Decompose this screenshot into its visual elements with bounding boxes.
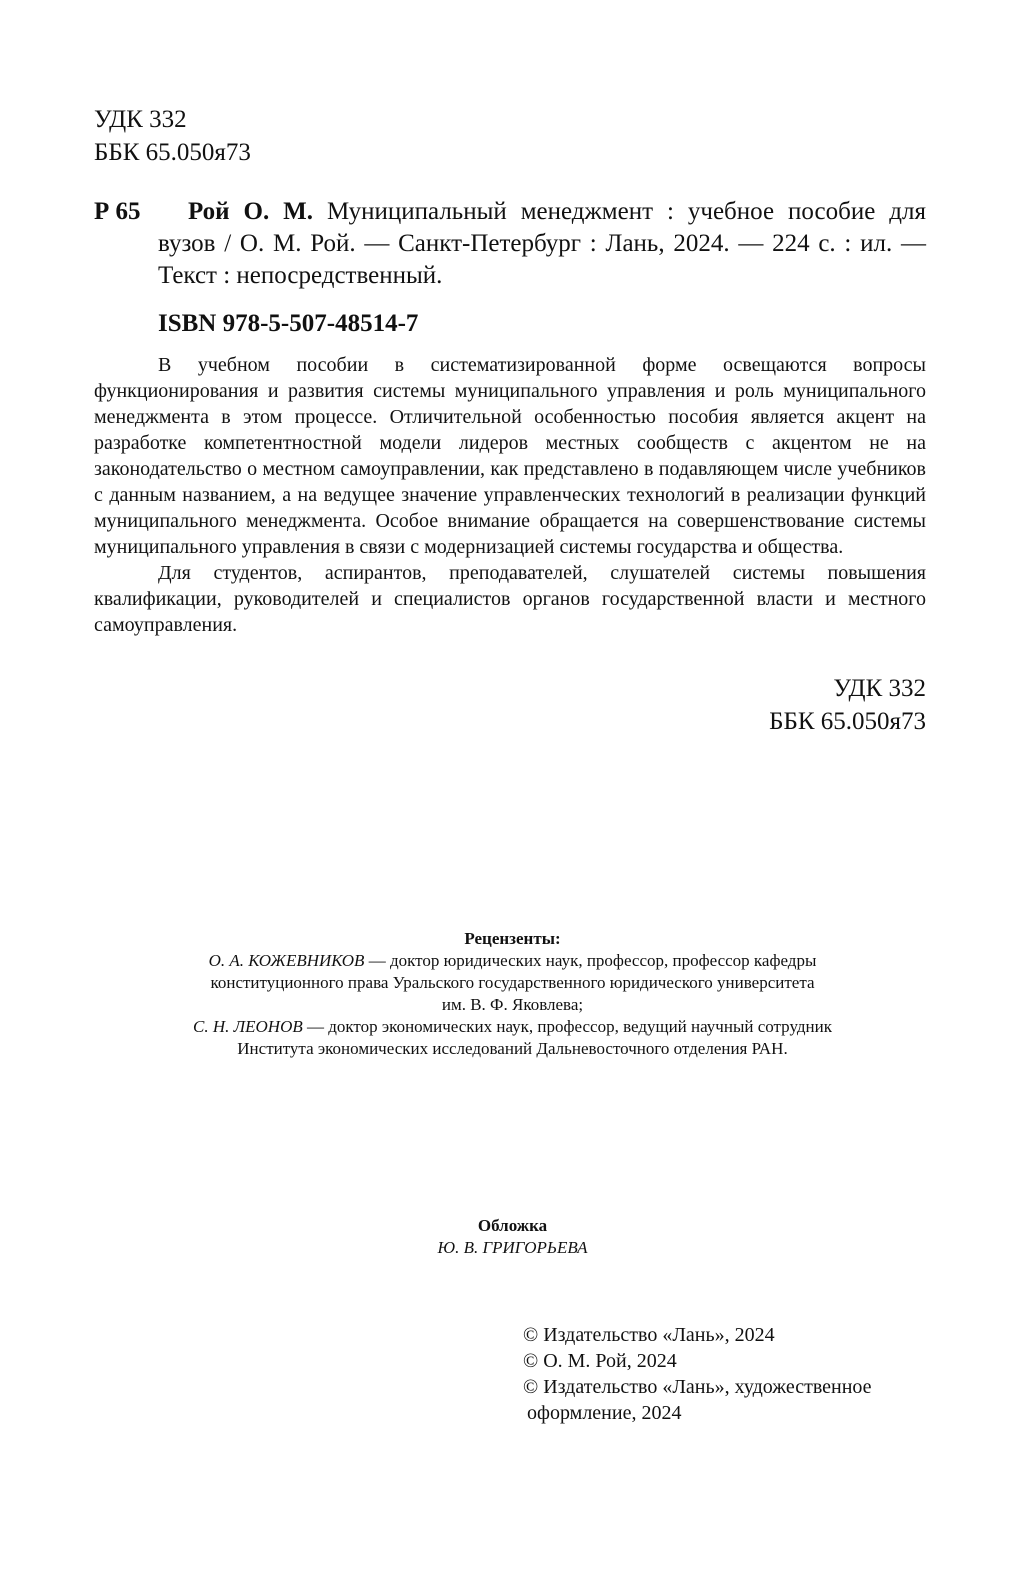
copyright-publisher: © Издательство «Лань», 2024 xyxy=(523,1324,775,1346)
reviewer-1-name: О. А. КОЖЕВНИКОВ xyxy=(208,951,365,970)
reviewers-block xyxy=(100,928,925,1060)
reviewer-1-title: — доктор юридических наук, профессор, профессор кафедры xyxy=(364,951,817,970)
bbk-code: ББК 65.050я73 xyxy=(94,139,251,166)
reviewer-2-name: С. Н. ЛЕОНОВ xyxy=(193,1017,303,1036)
copyright-block xyxy=(523,1322,923,1426)
audience-paragraph: Для студентов, аспирантов, преподавателей, слушателей системы повышения квалификации, руководителей и специалистов органов государственной власти и местного самоуправления. xyxy=(94,562,926,636)
annotation xyxy=(94,352,926,638)
udk-code: УДК 332 xyxy=(94,106,187,133)
cover-credit xyxy=(100,1215,925,1259)
reviewer-2-title: — доктор экономических наук, профессор, ведущий научный сотрудник xyxy=(302,1017,832,1036)
classification-codes-bottom xyxy=(769,672,926,738)
isbn: ISBN 978-5-507-48514-7 xyxy=(158,310,419,337)
author-sign: Р 65 xyxy=(94,198,141,225)
cover-designer: Ю. В. ГРИГОРЬЕВА xyxy=(437,1238,588,1257)
bbk-code-bottom: ББК 65.050я73 xyxy=(769,708,926,735)
reviewer-1 xyxy=(100,950,925,972)
udk-code-bottom: УДК 332 xyxy=(833,675,926,702)
annotation-paragraph: В учебном пособии в систематизированной форме освещаются вопросы функционирования и развития системы муниципального управления и роль муниципального менеджмента в этом процессе. Отличительной особенностью пособия является акцент на разработке компетентностной модели лидеров местных сообществ с акцентом не на законодательство о местном самоуправлении, как представлено в подавляющем числе учебников с данным названием, а на ведущее значение управленческих технологий в реализации функций муниципального менеджмента. Особое внимание обращается на совершенствование системы муниципального управления в связи с модернизацией системы государства и общества. xyxy=(94,354,926,558)
reviewer-2-affiliation: Института экономических исследований Дальневосточного отделения РАН. xyxy=(237,1039,788,1058)
cover-heading: Обложка xyxy=(477,1216,548,1235)
reviewer-2 xyxy=(100,1016,925,1038)
classification-codes-top xyxy=(94,103,251,169)
reviewers-heading: Рецензенты: xyxy=(464,929,561,948)
title-description: Муниципальный менеджмент : учебное пособие для вузов / О. М. Рой. — Санкт-Петербург : Лань, 2024. — 224 с. : ил. — Текст : непосредственный. xyxy=(158,198,926,289)
copyright-design-cont: оформление, 2024 xyxy=(527,1402,682,1424)
bibliographic-description xyxy=(158,196,926,292)
copyright-author: © О. М. Рой, 2024 xyxy=(523,1350,677,1372)
reviewer-1-affiliation: конституционного права Уральского государственного юридического университета xyxy=(210,973,815,992)
copyright-design: © Издательство «Лань», художественное xyxy=(523,1376,872,1398)
reviewer-1-affiliation-cont: им. В. Ф. Яковлева; xyxy=(441,995,584,1014)
author-name: Рой О. М. xyxy=(188,198,314,225)
